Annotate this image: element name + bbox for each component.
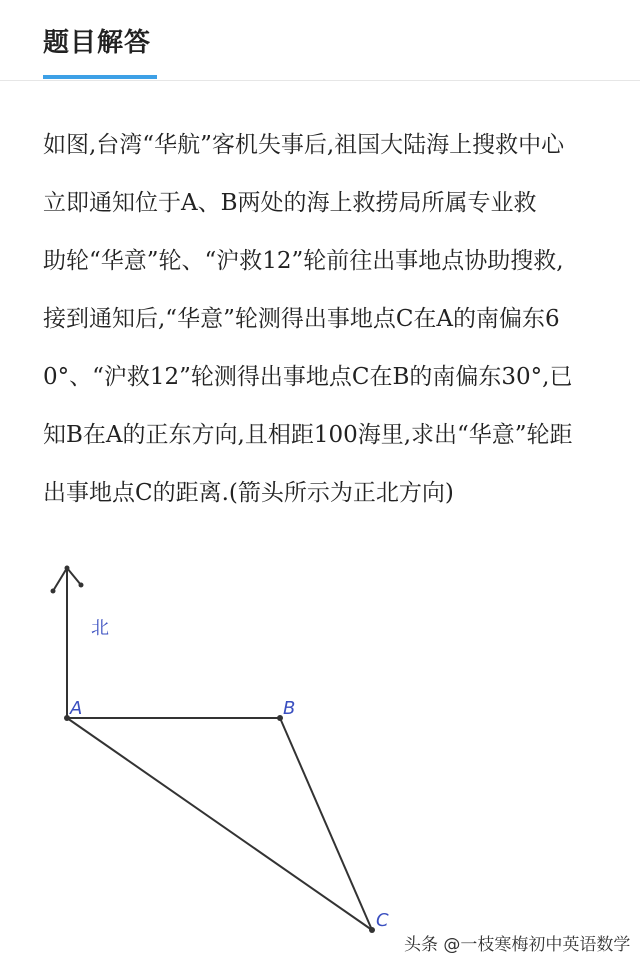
problem-line: 接到通知后,“华意”轮测得出事地点C在A的南偏东6	[43, 306, 560, 332]
problem-line: 知B在A的正东方向,且相距100海里,求出“华意”轮距	[43, 422, 573, 448]
header-bar	[0, 0, 640, 81]
north-label: 北	[91, 618, 109, 639]
point-a-label: A	[70, 698, 83, 719]
problem-line: 0°、“沪救12”轮测得出事地点C在B的南偏东30°,已	[43, 364, 573, 390]
section-title: 题目解答	[43, 28, 152, 58]
point-c-label: C	[376, 910, 389, 931]
arrow-tip-dot	[51, 589, 56, 594]
watermark: 头条 @一枝寒梅初中英语数学	[404, 935, 631, 955]
arrow-tip-dot	[65, 566, 70, 571]
geometry-diagram	[0, 555, 640, 967]
problem-line: 助轮“华意”轮、“沪救12”轮前往出事地点协助搜救,	[43, 248, 564, 274]
arrow-tip-dot	[79, 583, 84, 588]
point-c-dot	[369, 927, 375, 933]
problem-text	[43, 116, 599, 522]
problem-line: 出事地点C的距离.(箭头所示为正北方向)	[43, 480, 454, 506]
active-tab-underline	[43, 75, 157, 79]
problem-line: 如图,台湾“华航”客机失事后,祖国大陆海上搜救中心	[43, 132, 565, 158]
point-b-label: B	[283, 698, 296, 719]
problem-line: 立即通知位于A、B两处的海上救捞局所属专业救	[43, 190, 537, 216]
